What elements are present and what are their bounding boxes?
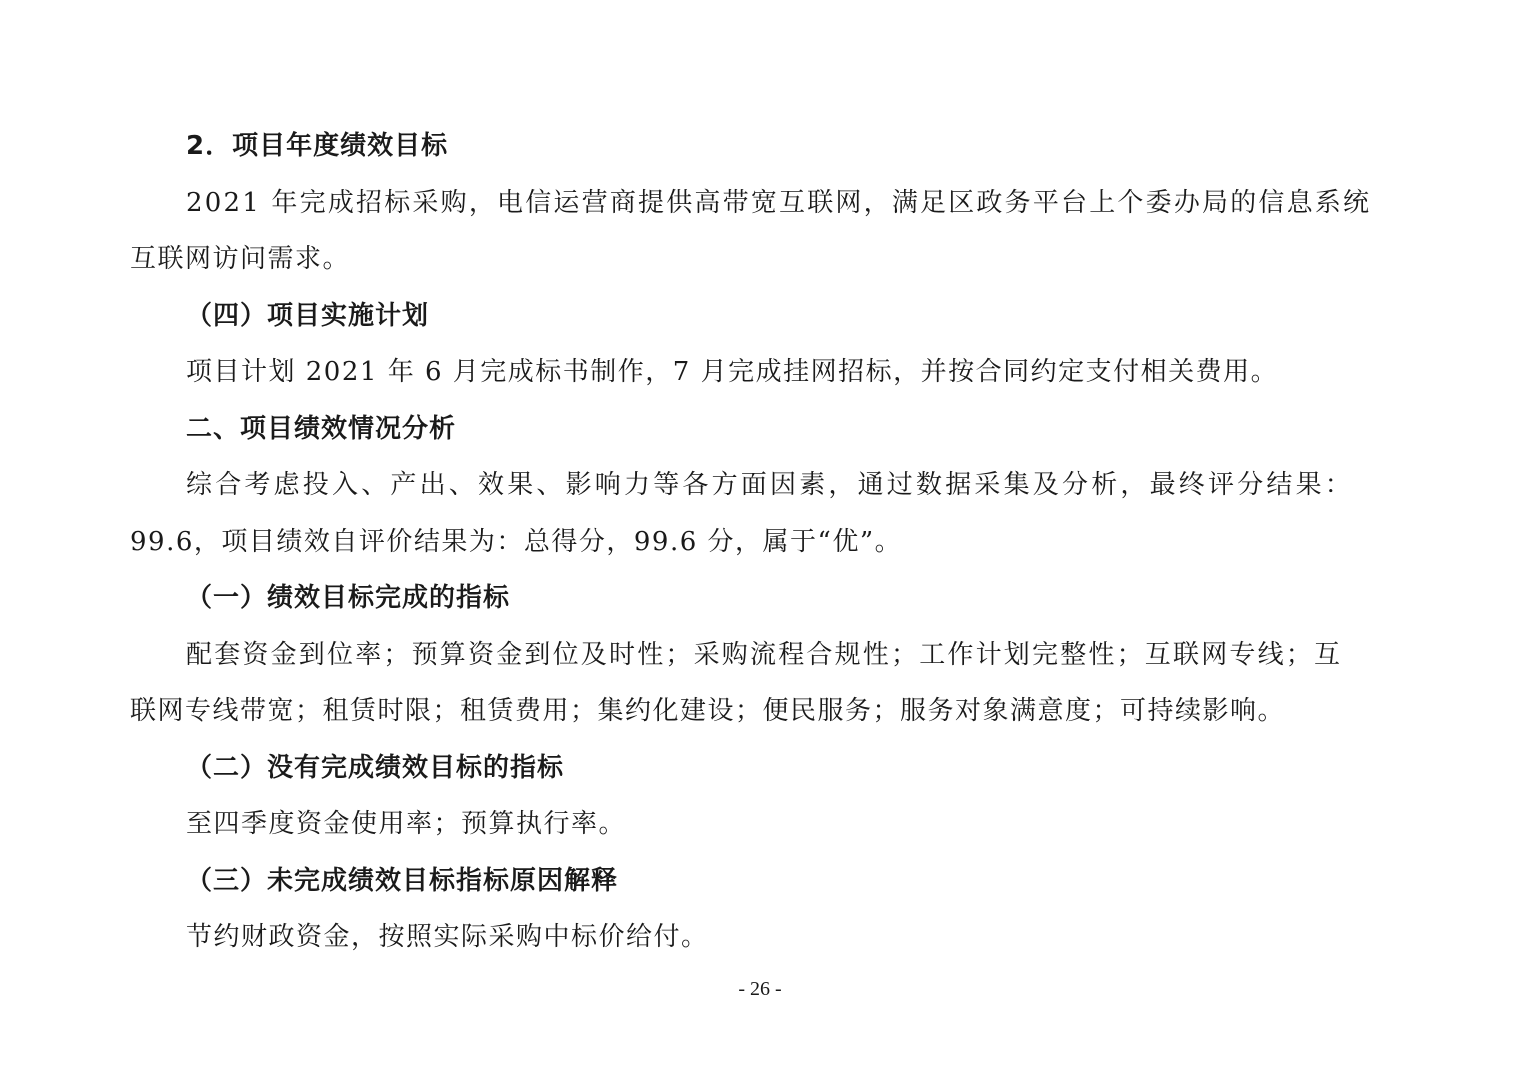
section-heading-completed-indicators: （一）绩效目标完成的指标: [186, 583, 511, 613]
section-heading-incomplete-indicators: （二）没有完成绩效目标的指标: [186, 752, 565, 783]
section-heading-reason-explanation: （三）未完成绩效目标指标原因解释: [186, 865, 619, 896]
paragraph-line: 2021 年完成招标采购，电信运营商提供高带宽互联网，满足区政务平台上个委办局的信息系统: [186, 187, 1372, 218]
paragraph-line: 节约财政资金，按照实际采购中标价给付。: [186, 922, 709, 952]
paragraph-line: 项目计划 2021 年 6 月完成标书制作，7 月完成挂网招标，并按合同约定支付相关费用。: [186, 357, 1279, 387]
section-heading-performance-target: 2．项目年度绩效目标: [186, 131, 449, 161]
section-heading-implementation-plan: （四）项目实施计划: [186, 300, 430, 331]
document-body: [130, 118, 1392, 966]
paragraph-line: 综合考虑投入、产出、效果、影响力等各方面因素，通过数据采集及分析，最终评分结果：: [186, 470, 1355, 500]
page-number: - 26 -: [738, 978, 782, 1000]
paragraph-line: 至四季度资金使用率；预算执行率。: [186, 809, 627, 839]
paragraph-line: 99.6，项目绩效自评价结果为：总得分，99.6 分，属于“优”。: [130, 526, 903, 557]
chapter-heading-performance-analysis: 二、项目绩效情况分析: [186, 413, 457, 444]
paragraph-line: 互联网访问需求。: [130, 244, 351, 274]
paragraph-line: 配套资金到位率；预算资金到位及时性；采购流程合规性；工作计划完整性；互联网专线；互: [186, 639, 1343, 670]
paragraph-line: 联网专线带宽；租赁时限；租赁费用；集约化建设；便民服务；服务对象满意度；可持续影响。: [130, 696, 1286, 726]
